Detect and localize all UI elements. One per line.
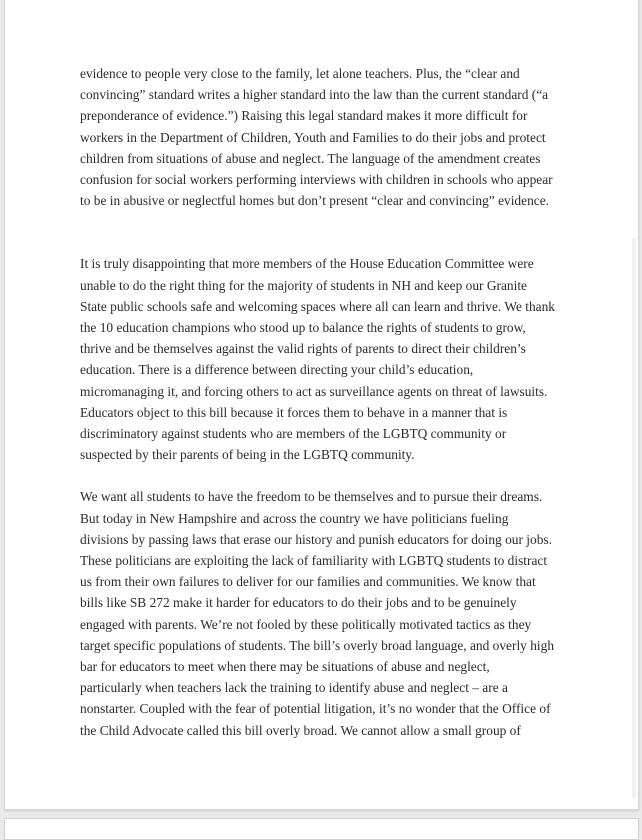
text-line: divisions by passing laws that erase our history and punish educators for doing our jobs. — [80, 531, 552, 547]
paragraph-spacer — [80, 211, 570, 253]
text-line: convincing” standard writes a higher standard into the law than the current standard (“a — [80, 87, 549, 103]
text-line: to be in abusive or neglectful homes but don’t present “clear and convincing” evidence. — [80, 193, 550, 209]
text-line: bills like SB 272 make it harder for educators to do their jobs and to be genuinely — [80, 595, 517, 611]
text-line: evidence to people very close to the family, let alone teachers. Plus, the “clear and — [80, 66, 520, 81]
text-line: confusion for social workers performing interviews with children in schools who appear — [80, 172, 553, 188]
text-line: State public schools safe and welcoming spaces where all can learn and thrive. We thank — [80, 298, 555, 314]
text-line: nonstarter. Coupled with the fear of potential litigation, it’s no wonder that the Office of — [80, 701, 551, 717]
text-line: the 10 education champions who stood up to balance the rights of students to grow, — [80, 320, 526, 336]
text-line: It is truly disappointing that more members of the House Education Committee were — [80, 256, 534, 272]
paragraph-committee — [80, 253, 570, 465]
text-line: children from situations of abuse and neglect. The language of the amendment creates — [80, 150, 541, 166]
text-line: target specific populations of students. The bill’s overly broad language, and overly high — [80, 637, 555, 653]
text-line: These politicians are exploiting the lack of familiarity with LGBTQ students to distract — [80, 553, 548, 569]
text-line: suspected by their parents of being in the LGBTQ community. — [80, 447, 415, 463]
text-line: But today in New Hampshire and across the country we have politicians fueling — [80, 510, 509, 526]
paragraph-spacer — [80, 465, 570, 486]
text-line: preponderance of evidence.”) Raising this legal standard makes it more difficult for — [80, 108, 528, 124]
paragraph-students-freedom — [80, 486, 570, 740]
text-line: micromanaging it, and forcing others to act as surveillance agents on threat of lawsuits. — [80, 383, 548, 399]
text-line: discriminatory against students who are members of the LGBTQ community or — [80, 426, 507, 442]
text-line: us from their own failures to deliver for our families and communities. We know that — [80, 574, 536, 590]
text-line: bar for educators to meet when there may be situations of abuse and neglect, — [80, 659, 490, 675]
page-content — [80, 63, 570, 741]
text-line: engaged with parents. We’re not fooled by these politically motivated tactics as they — [80, 616, 532, 632]
paragraph-dcyf-standard — [80, 63, 570, 211]
text-line: unable to do the right thing for the majority of students in NH and keep our Granite — [80, 277, 527, 293]
scrollbar-track[interactable] — [632, 238, 636, 798]
text-line: Educators object to this bill because it forces them to behave in a manner that is — [80, 404, 508, 420]
text-line: workers in the Department of Children, Youth and Families to do their jobs and protect — [80, 129, 546, 145]
text-line: We want all students to have the freedom to be themselves and to pursue their dreams. — [80, 489, 543, 505]
text-line: thrive and be themselves against the valid rights of parents to direct their children’s — [80, 341, 526, 357]
text-line: particularly when teachers lack the training to identify abuse and neglect – are a — [80, 680, 508, 696]
next-page-edge — [4, 818, 639, 840]
text-line: the Child Advocate called this bill overly broad. We cannot allow a small group of — [80, 722, 521, 738]
text-line: education. There is a difference between directing your child’s education, — [80, 362, 474, 378]
